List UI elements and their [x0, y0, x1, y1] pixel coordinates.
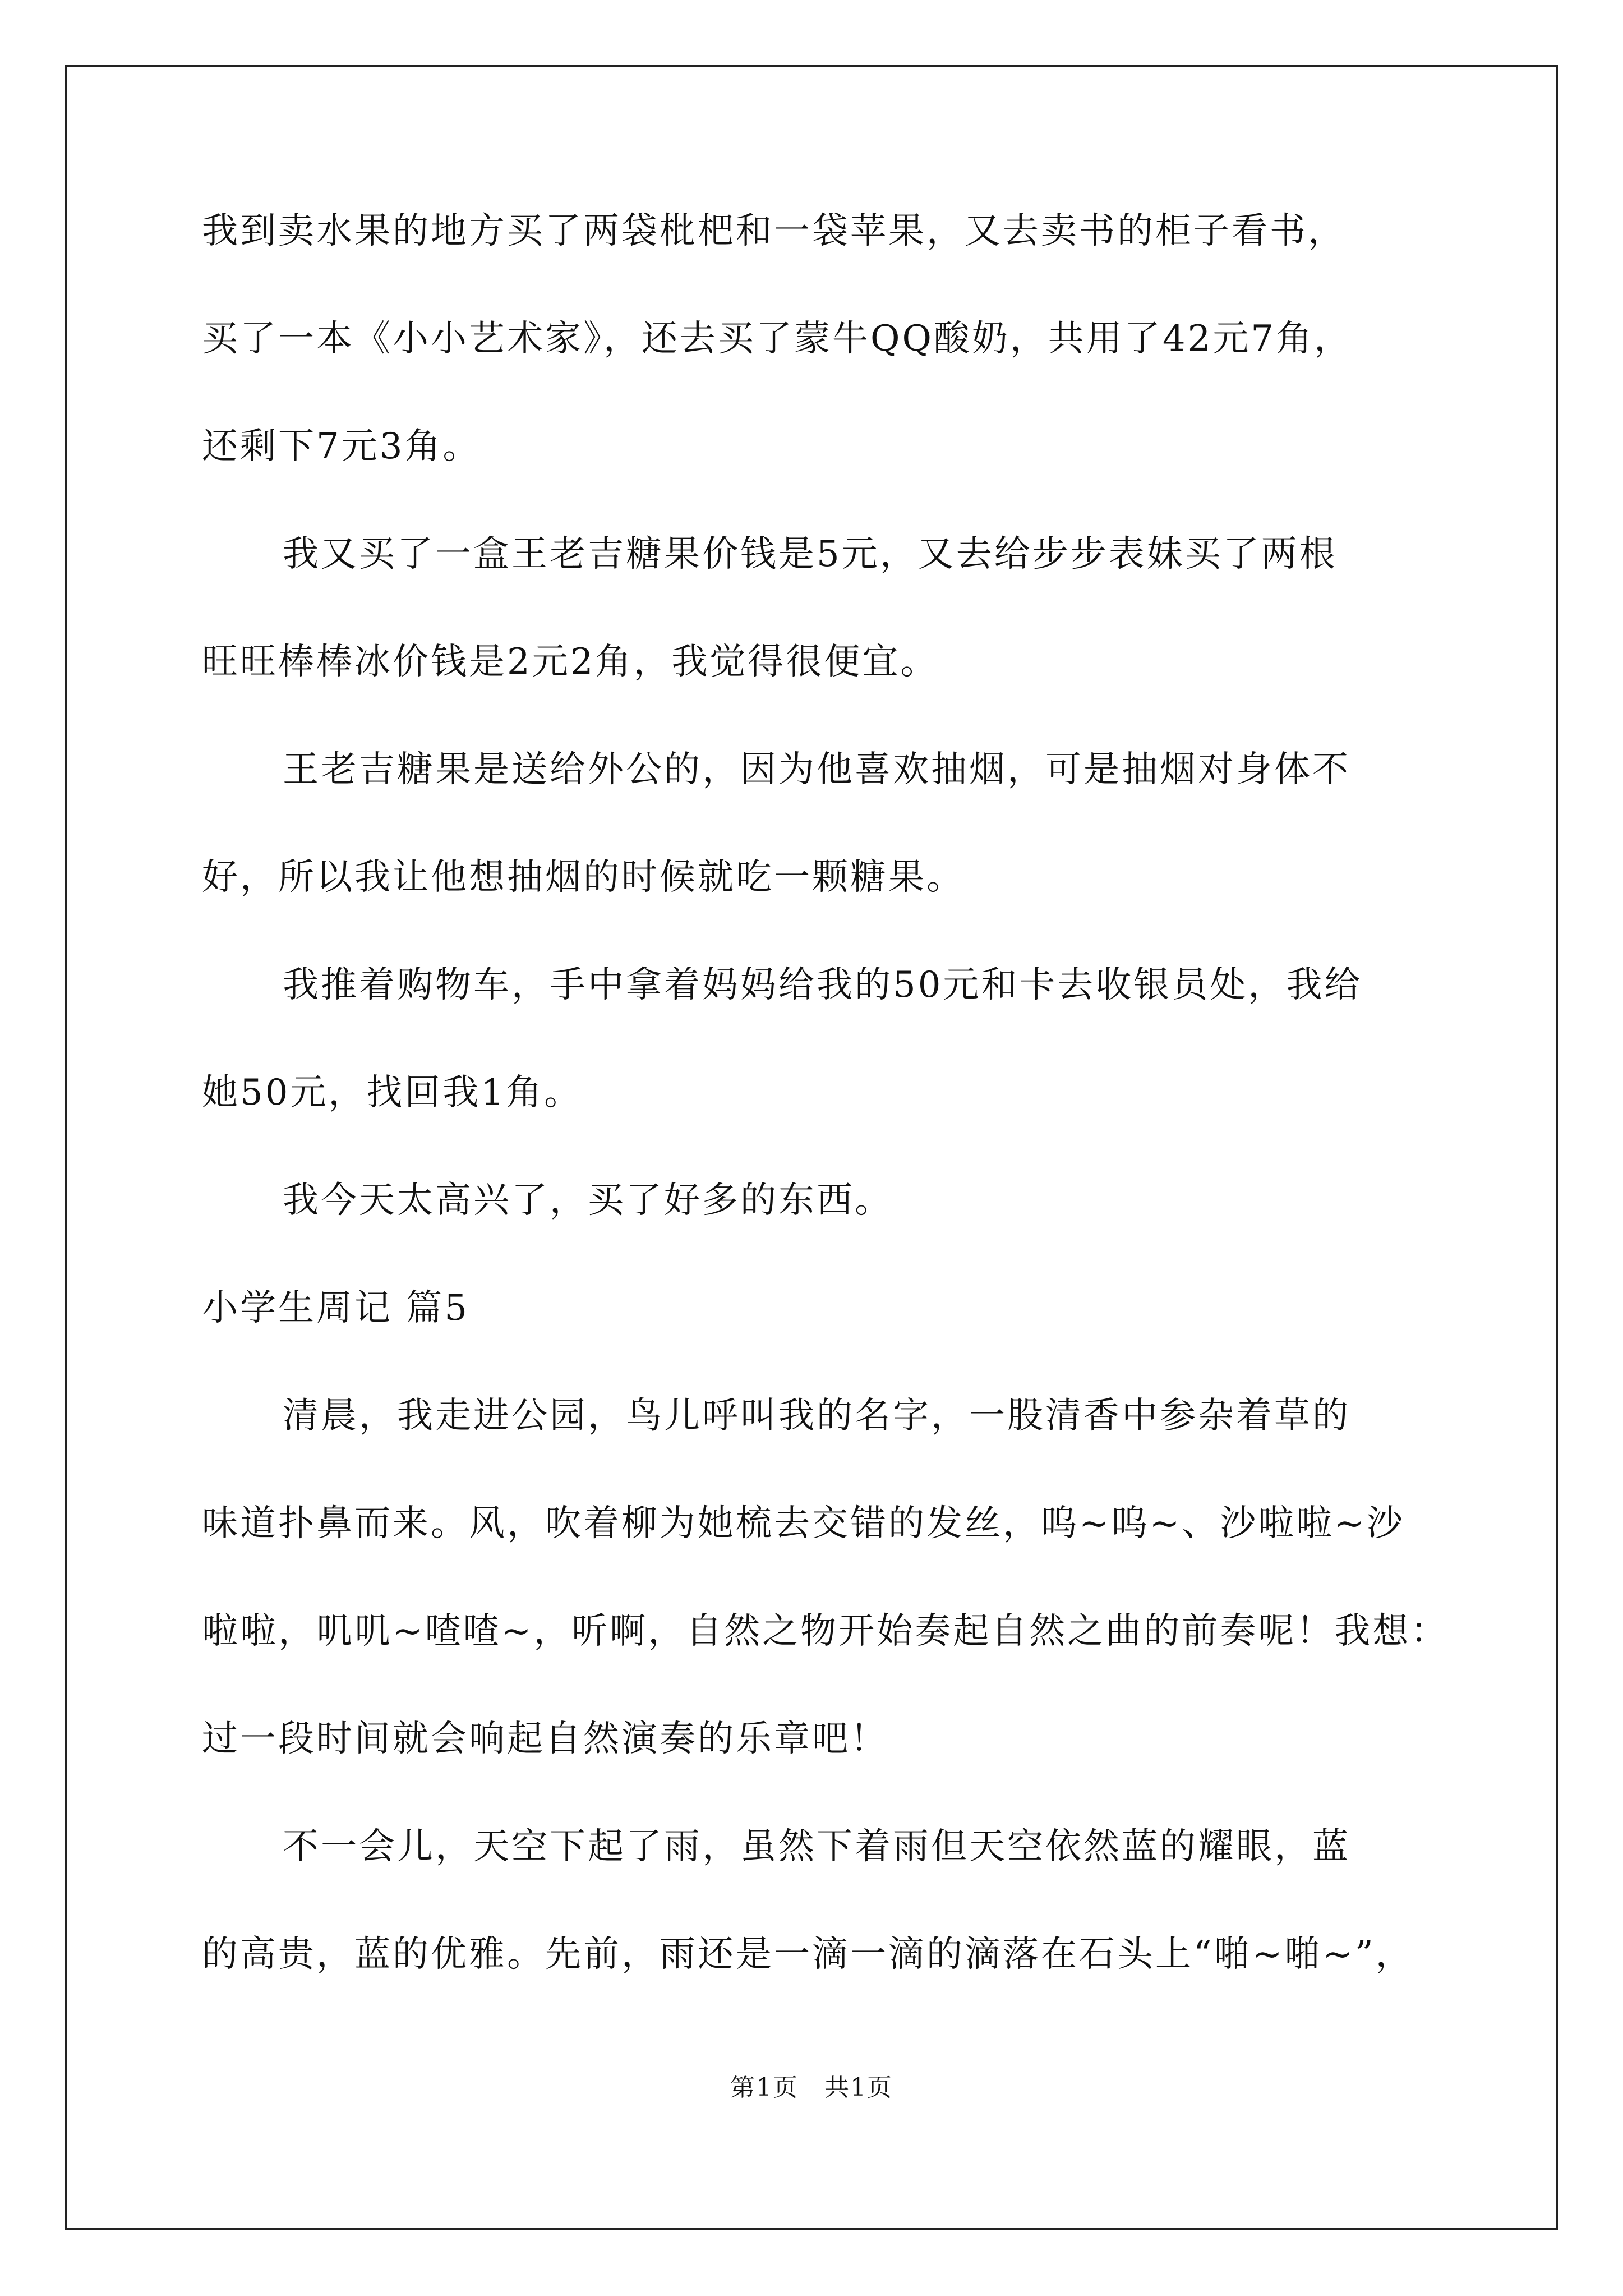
text-line: 买了一本《小小艺术家》，还去买了蒙牛QQ酸奶，共用了42元7角， — [202, 318, 1353, 360]
text-line: 过一段时间就会响起自然演奏的乐章吧！ — [202, 1718, 888, 1760]
section-heading: 小学生周记 篇5 — [202, 1287, 470, 1329]
text-line: 旺旺棒棒冰价钱是2元2角，我觉得很便宜。 — [202, 641, 939, 683]
text-line: 她50元，找回我1角。 — [202, 1072, 583, 1114]
text-line: 啦啦，叽叽~喳喳~，听啊，自然之物开始奏起自然之曲的前奏呢！我想： — [202, 1611, 1449, 1652]
text-line: 好，所以我让他想抽烟的时候就吃一颗糖果。 — [202, 857, 965, 898]
document-body — [202, 210, 1449, 1975]
text-line: 还剩下7元3角。 — [202, 426, 481, 467]
paragraph-first-line: 清晨，我走进公园，鸟儿呼叫我的名字，一股清香中参杂着草的 — [283, 1395, 1350, 1437]
text-line: 我到卖水果的地方买了两袋枇杷和一袋苹果，又去卖书的柜子看书， — [202, 210, 1346, 252]
page-footer: 第1页 共1页 — [730, 2073, 893, 2102]
text-line: 的高贵，蓝的优雅。先前，雨还是一滴一滴的滴落在石头上“啪~啪~”， — [202, 1934, 1414, 1975]
text-line: 味道扑鼻而来。风，吹着柳为她梳去交错的发丝，呜~呜~、沙啦啦~沙 — [202, 1503, 1405, 1544]
paragraph-first-line: 我又买了一盒王老吉糖果价钱是5元，又去给步步表妹买了两根 — [283, 533, 1338, 575]
paragraph-first-line: 我推着购物车，手中拿着妈妈给我的50元和卡去收银员处，我给 — [283, 964, 1363, 1006]
paragraph-first-line: 我今天太高兴了，买了好多的东西。 — [283, 1180, 893, 1221]
paragraph-first-line: 不一会儿，天空下起了雨，虽然下着雨但天空依然蓝的耀眼，蓝 — [283, 1826, 1350, 1867]
paragraph-first-line: 王老吉糖果是送给外公的，因为他喜欢抽烟，可是抽烟对身体不 — [283, 749, 1350, 790]
